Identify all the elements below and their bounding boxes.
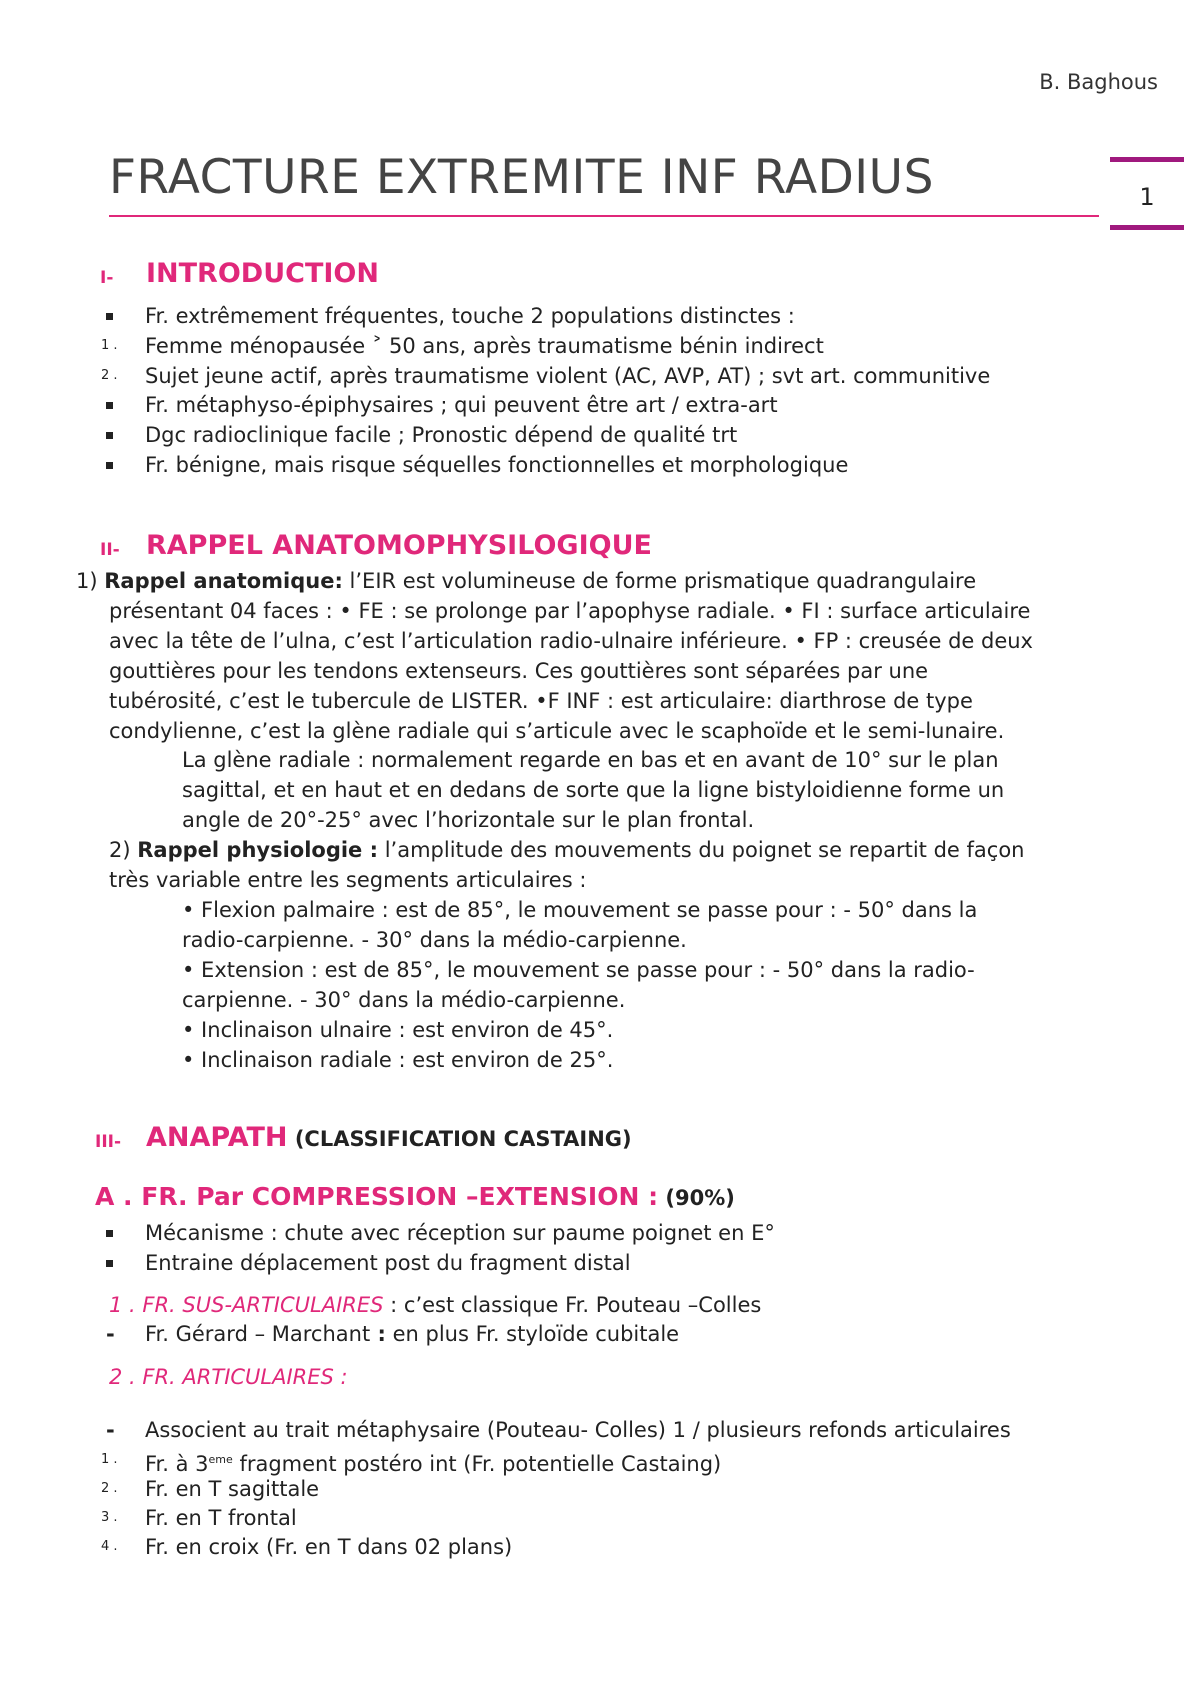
subsection-label: 2 . FR. ARTICULAIRES : xyxy=(109,1365,348,1389)
list-item xyxy=(0,1319,1200,1349)
paragraph-line: présentant 04 faces : • FE : se prolonge par l’apophyse radiale. • FI : surface articulaire xyxy=(109,599,1031,623)
list-item-text: fragment postéro int (Fr. potentielle Castaing) xyxy=(232,1452,722,1476)
list-item: • Flexion palmaire : est de 85°, le mouvement se passe pour : - 50° dans la xyxy=(182,898,978,922)
list-item xyxy=(0,1474,1200,1504)
list-number: 2 . xyxy=(101,368,118,383)
dash-bullet-icon: - xyxy=(106,1418,115,1442)
paragraph-line: très variable entre les segments articulaires : xyxy=(109,868,587,892)
list-item-text: Entraine déplacement post du fragment distal xyxy=(145,1251,631,1275)
page-number-rule-bottom xyxy=(1110,225,1184,230)
list-item-text: Fr. bénigne, mais risque séquelles fonctionnelles et morphologique xyxy=(145,453,849,477)
bullet-square-icon xyxy=(106,402,113,409)
paragraph-line: avec la tête de l’ulna, c’est l’articulation radio-ulnaire inférieure. • FP : creusée de deux xyxy=(109,629,1033,653)
bullet-square-icon xyxy=(106,432,113,439)
page-number-rule-top xyxy=(1110,157,1184,162)
paragraph-label: Rappel anatomique: xyxy=(104,569,343,593)
list-item-text: Fr. en T sagittale xyxy=(145,1477,320,1501)
page-title: FRACTURE EXTREMITE INF RADIUS xyxy=(109,150,934,205)
bullet-square-icon xyxy=(106,1260,113,1267)
paragraph-number: 1) xyxy=(76,569,98,593)
section-subtitle: (CLASSIFICATION CASTAING) xyxy=(287,1127,632,1151)
title-underline xyxy=(109,215,1099,217)
list-item xyxy=(0,1415,1200,1445)
paragraph-line: angle de 20°-25° avec l’horizontale sur le plan frontal. xyxy=(182,808,755,832)
bullet-square-icon xyxy=(106,462,113,469)
superscript: eme xyxy=(208,1453,233,1466)
section-number: II- xyxy=(100,540,120,560)
bullet-square-icon xyxy=(106,313,113,320)
section-title: RAPPEL ANATOMOPHYSILOGIQUE xyxy=(146,530,652,561)
subsection-title: A . FR. Par COMPRESSION –EXTENSION : xyxy=(95,1182,659,1211)
list-number: 1 . xyxy=(101,338,118,353)
subsection-a-heading xyxy=(95,1182,735,1211)
list-item: • Inclinaison ulnaire : est environ de 45°. xyxy=(182,1018,614,1042)
list-item-text: Fr. en T frontal xyxy=(145,1506,297,1530)
list-item-text: Associent au trait métaphysaire (Pouteau- Colles) 1 / plusieurs refonds articulaires xyxy=(145,1418,1011,1442)
dash-bullet-icon: - xyxy=(106,1322,115,1346)
list-item-text: Fr. extrêmement fréquentes, touche 2 populations distinctes : xyxy=(145,304,795,328)
paragraph-line: condylienne, c’est la glène radiale qui s’articule avec le scaphoïde et le semi-lunaire. xyxy=(109,719,1005,743)
section-title: INTRODUCTION xyxy=(146,258,379,289)
movements-list xyxy=(182,895,977,1075)
paragraph-line: gouttières pour les tendons extenseurs. Ces gouttières sont séparées par une xyxy=(109,659,929,683)
list-item xyxy=(0,1248,1200,1278)
list-number: 1 . xyxy=(101,1452,118,1467)
list-number: 2 . xyxy=(101,1481,118,1496)
paragraph-label: Rappel physiologie : xyxy=(137,838,379,862)
list-item xyxy=(0,390,1200,420)
paragraph-line: La glène radiale : normalement regarde en bas et en avant de 10° sur le plan xyxy=(182,748,999,772)
paragraph-line: sagittal, et en haut et en dedans de sorte que la ligne bistyloidienne forme un xyxy=(182,778,1005,802)
section-intro-heading xyxy=(100,258,379,289)
section-rappel-heading xyxy=(100,530,652,561)
section-anapath-heading xyxy=(95,1122,632,1153)
list-item-text: Dgc radioclinique facile ; Pronostic dépend de qualité trt xyxy=(145,423,738,447)
list-item xyxy=(0,450,1200,480)
paragraph-number: 2) xyxy=(109,838,131,862)
list-item xyxy=(0,1445,1200,1475)
list-item: carpienne. - 30° dans la médio-carpienne. xyxy=(182,988,626,1012)
list-item-colon: : xyxy=(370,1322,386,1346)
list-item-text: Femme ménopausée ˃ 50 ans, après traumatisme bénin indirect xyxy=(145,334,824,358)
paragraph-line: tubérosité, c’est le tubercule de LISTER. •F INF : est articulaire: diarthrose de type xyxy=(109,689,973,713)
anatomy-paragraph-body xyxy=(109,596,1033,746)
paragraph-line: l’amplitude des mouvements du poignet se repartit de façon xyxy=(378,838,1025,862)
list-item xyxy=(0,361,1200,391)
list-item-text: en plus Fr. styloïde cubitale xyxy=(385,1322,680,1346)
list-item-text: Mécanisme : chute avec réception sur paume poignet en E° xyxy=(145,1221,775,1245)
list-item xyxy=(0,331,1200,361)
section-number: I- xyxy=(100,268,114,288)
glene-paragraph xyxy=(182,745,1004,835)
section-number: III- xyxy=(95,1132,122,1152)
list-number: 4 . xyxy=(101,1539,118,1554)
list-item-text: Sujet jeune actif, après traumatisme violent (AC, AVP, AT) ; svt art. communitive xyxy=(145,364,991,388)
paragraph-line: : c’est classique Fr. Pouteau –Colles xyxy=(383,1293,762,1317)
list-item xyxy=(0,1532,1200,1562)
bullet-square-icon xyxy=(106,1230,113,1237)
list-item xyxy=(0,420,1200,450)
anatomy-paragraph xyxy=(76,566,976,596)
physiology-paragraph xyxy=(109,835,1024,895)
list-item-text: Fr. métaphyso-épiphysaires ; qui peuvent être art / extra-art xyxy=(145,393,778,417)
list-item xyxy=(0,1503,1200,1533)
list-item xyxy=(0,301,1200,331)
author-name: B. Baghous xyxy=(1039,70,1158,94)
articulaires-heading xyxy=(109,1362,348,1392)
list-item: • Inclinaison radiale : est environ de 25°. xyxy=(182,1048,614,1072)
list-item xyxy=(0,1218,1200,1248)
sus-articulaires-line xyxy=(109,1290,761,1320)
subsection-label: 1 . FR. SUS-ARTICULAIRES xyxy=(109,1293,384,1317)
paragraph-line: l’EIR est volumineuse de forme prismatique quadrangulaire xyxy=(342,569,977,593)
list-item-text: Fr. Gérard – Marchant xyxy=(145,1322,371,1346)
page-number: 1 xyxy=(1139,183,1155,211)
list-item: radio-carpienne. - 30° dans la médio-carpienne. xyxy=(182,928,687,952)
list-item: • Extension : est de 85°, le mouvement se passe pour : - 50° dans la radio- xyxy=(182,958,975,982)
list-item-text: Fr. à 3 xyxy=(145,1452,209,1476)
subsection-percentage: (90%) xyxy=(658,1186,735,1210)
list-item-text: Fr. en croix (Fr. en T dans 02 plans) xyxy=(145,1535,513,1559)
section-title: ANAPATH xyxy=(146,1122,288,1153)
list-number: 3 . xyxy=(101,1510,118,1525)
